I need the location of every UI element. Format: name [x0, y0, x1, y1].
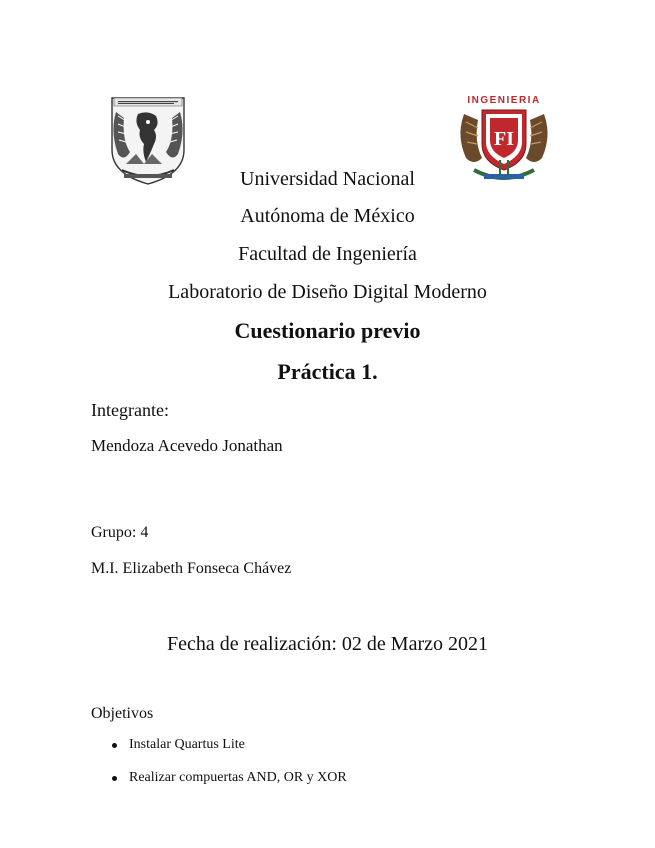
member-name: Mendoza Acevedo Jonathan — [91, 436, 283, 455]
university-name-line2: Autónoma de México — [240, 205, 415, 227]
objective-text: Realizar compuertas AND, OR y XOR — [129, 770, 347, 785]
objective-text: Instalar Quartus Lite — [129, 737, 245, 752]
professor-name: M.I. Elizabeth Fonseca Chávez — [91, 560, 292, 577]
objectives-heading: Objetivos — [91, 705, 154, 722]
document-subtitle: Práctica 1. — [277, 359, 378, 384]
document-title: Cuestionario previo — [234, 318, 421, 343]
bullet-icon — [112, 743, 117, 748]
laboratory-name: Laboratorio de Diseño Digital Moderno — [168, 281, 487, 303]
svg-text:FI: FI — [494, 128, 514, 150]
faculty-name: Facultad de Ingeniería — [238, 243, 417, 265]
bullet-icon — [112, 776, 117, 781]
group-label: Grupo: 4 — [91, 524, 149, 541]
svg-text:INGENIERIA: INGENIERIA — [467, 95, 541, 106]
members-label: Integrante: — [91, 400, 169, 420]
university-name-line1: Universidad Nacional — [240, 168, 415, 190]
completion-date: Fecha de realización: 02 de Marzo 2021 — [167, 633, 488, 655]
